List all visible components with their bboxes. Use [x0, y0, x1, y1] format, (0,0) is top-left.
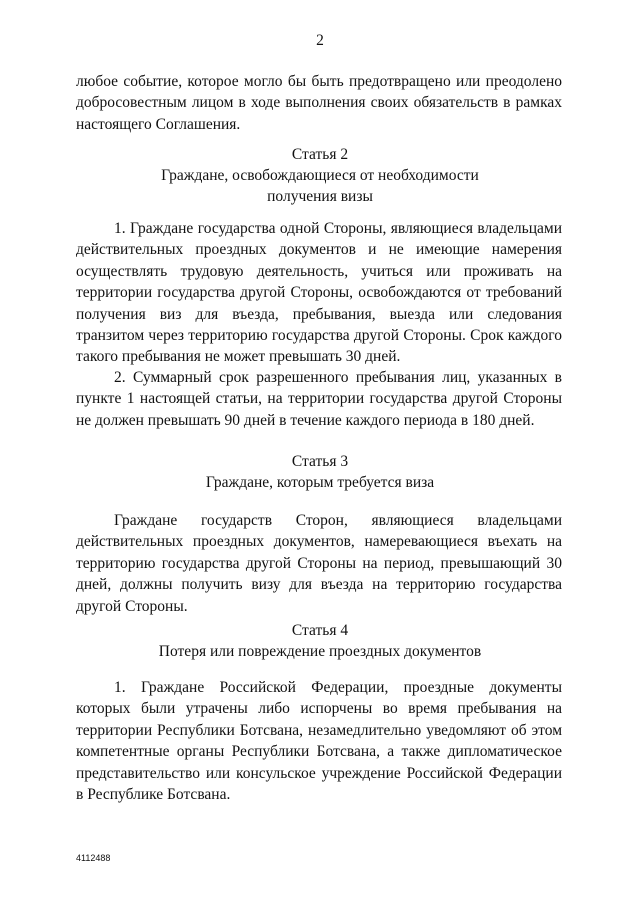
article-2-paragraph-2: 2. Суммарный срок разрешенного пребывания лиц, указанных в пункте 1 настоящей статьи, на территории государства другой Стороны не должен превышать 90 дней в течение каждого периода в 180 дней.: [76, 369, 562, 429]
article-4-title: Потеря или повреждение проездных документов: [158, 643, 482, 660]
article-2-title-line1: Граждане, освобождающиеся от необходимости: [161, 167, 479, 184]
article-2-heading: Статья 2: [291, 146, 349, 163]
article-4-paragraph-1: 1. Граждане Российской Федерации, проездные документы которых были утрачены либо испорчены во время пребывания на территории Республики Ботсвана, незамедлительно уведомляют об этом компетентные органы Республики Ботсвана, а также дипломатическое представительство или консульское учреждение Российской Федерации в Республике Ботсвана.: [76, 679, 562, 804]
footer-document-code: 4112488: [76, 853, 111, 863]
article-3-paragraph-1: Граждане государств Сторон, являющиеся владельцами действительных проездных документов, намеревающиеся въехать на территорию государства другой Стороны на период, превышающий 30 дней, должны получить визу для въезда на территорию государства другой Стороны.: [76, 512, 562, 615]
article-4-heading: Статья 4: [291, 622, 349, 639]
intro-paragraph: любое событие, которое могло бы быть предотвращено или преодолено добросовестным лицом в ходе выполнения своих обязательств в рамках настоящего Соглашения.: [76, 73, 562, 133]
article-3-title: Граждане, которым требуется виза: [205, 474, 435, 491]
article-2-paragraph-1: 1. Граждане государства одной Стороны, являющиеся владельцами действительных проездных документов и не имеющие намерения осуществлять трудовую деятельность, учиться или проживать на территории государства другой Стороны, освобождаются от требований получения виз для въезда, пребывания, выезда или следования транзитом через территорию государства другой Стороны. Срок каждого такого пребывания не может превышать 30 дней.: [76, 220, 562, 366]
article-2-title-line2: получения визы: [267, 188, 373, 205]
page-number: 2: [316, 32, 324, 49]
article-3-heading: Статья 3: [291, 453, 349, 470]
